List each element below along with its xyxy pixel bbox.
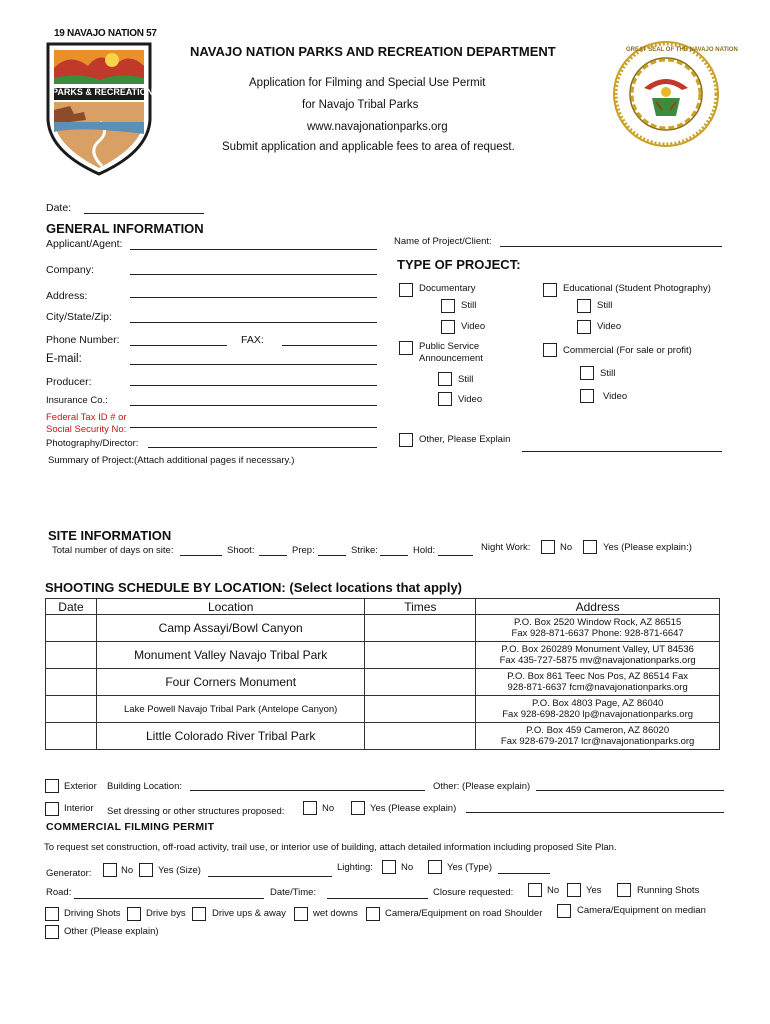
- commercial-label: Commercial (For sale or profit): [563, 345, 692, 356]
- other-location-label: Other: (Please explain): [433, 781, 531, 792]
- psa-video-checkbox[interactable]: [438, 392, 452, 406]
- night-work-label: Night Work:: [481, 542, 531, 553]
- schedule-heading: SHOOTING SCHEDULE BY LOCATION: (Select locations that apply): [45, 580, 463, 595]
- night-work-yes-label: Yes (Please explain:): [603, 542, 692, 553]
- prep-field[interactable]: [318, 555, 346, 556]
- email-label: E-mail:: [46, 353, 82, 365]
- address-line-1: P.O. Box 2520 Window Rock, AZ 86515: [514, 617, 682, 628]
- camera-road-checkbox[interactable]: [366, 907, 380, 921]
- row-location: Camp Assayi/Bowl Canyon: [96, 615, 365, 642]
- project-type-heading: TYPE OF PROJECT:: [397, 257, 521, 272]
- row-times-cell[interactable]: [365, 696, 476, 723]
- drive-bys-label: Drive bys: [146, 908, 186, 919]
- days-on-site-field[interactable]: [180, 555, 222, 556]
- general-info-heading: GENERAL INFORMATION: [46, 221, 204, 236]
- other-project-checkbox[interactable]: [399, 433, 413, 447]
- site-info-heading: SITE INFORMATION: [48, 528, 172, 543]
- interior-checkbox[interactable]: [45, 802, 59, 816]
- row-times-cell[interactable]: [365, 642, 476, 669]
- phone-label: Phone Number:: [46, 334, 120, 346]
- datetime-field[interactable]: [327, 898, 428, 899]
- date-label: Date:: [46, 202, 72, 214]
- submit-instruction: Submit application and applicable fees to area of request.: [222, 141, 515, 153]
- strike-label: Strike:: [351, 545, 378, 556]
- psa-checkbox[interactable]: [399, 341, 413, 355]
- tax-id-label-1: Federal Tax ID # or: [46, 412, 127, 423]
- row-date-cell[interactable]: [46, 615, 97, 642]
- tax-id-field[interactable]: [130, 427, 377, 428]
- address-line-1: P.O. Box 459 Cameron, AZ 86020: [526, 725, 670, 736]
- project-name-field[interactable]: [500, 246, 722, 247]
- address-line-2: 928-871-6637 fcm@navajonationparks.org: [507, 682, 688, 693]
- commercial-still-checkbox[interactable]: [580, 366, 594, 380]
- address-field-1[interactable]: [130, 297, 377, 298]
- table-row: [46, 696, 720, 723]
- set-dressing-yes-checkbox[interactable]: [351, 801, 365, 815]
- set-dressing-field[interactable]: [466, 812, 724, 813]
- logo-top-text: 19 NAVAJO NATION 57: [54, 28, 157, 39]
- other-location-field[interactable]: [536, 790, 724, 791]
- city-label: City/State/Zip:: [46, 311, 112, 323]
- summary-label: Summary of Project:(Attach additional pages if necessary.): [48, 455, 295, 466]
- building-location-label: Building Location:: [107, 781, 182, 792]
- drive-bys-checkbox[interactable]: [127, 907, 141, 921]
- driving-shots-checkbox[interactable]: [45, 907, 59, 921]
- closure-yes-label: Yes: [586, 885, 602, 896]
- schedule-header-row: [46, 599, 720, 615]
- parks-logo: [40, 22, 158, 177]
- applicant-field[interactable]: [130, 249, 377, 250]
- col-date: Date: [46, 599, 97, 615]
- table-row: [46, 723, 720, 750]
- days-on-site-label: Total number of days on site:: [52, 545, 174, 556]
- producer-label: Producer:: [46, 376, 92, 388]
- address-line-1: P.O. Box 4803 Page, AZ 86040: [531, 698, 664, 709]
- col-address: Address: [476, 599, 720, 615]
- other-project-label: Other, Please Explain: [419, 434, 511, 445]
- commercial-permit-heading: COMMERCIAL FILMING PERMIT: [46, 821, 215, 833]
- drive-ups-label: Drive ups & away: [212, 908, 286, 919]
- table-row: [46, 642, 720, 669]
- documentary-label: Documentary: [419, 283, 476, 294]
- camera-road-label: Camera/Equipment on road Shoulder: [385, 908, 543, 919]
- other-project-field[interactable]: [522, 451, 722, 452]
- lighting-label: Lighting:: [337, 862, 373, 873]
- drive-ups-checkbox[interactable]: [192, 907, 206, 921]
- datetime-label: Date/Time:: [270, 887, 317, 898]
- row-address: [476, 696, 720, 723]
- generator-label: Generator:: [46, 868, 92, 879]
- row-times-cell[interactable]: [365, 669, 476, 696]
- project-name-label: Name of Project/Client:: [394, 236, 492, 247]
- row-address: [476, 669, 720, 696]
- generator-no-checkbox[interactable]: [103, 863, 117, 877]
- col-times: Times: [365, 599, 476, 615]
- set-dressing-yes-label: Yes (Please explain): [370, 803, 457, 814]
- psa-still-checkbox[interactable]: [438, 372, 452, 386]
- driving-shots-label: Driving Shots: [64, 908, 121, 919]
- psa-label-2: Announcement: [419, 353, 483, 364]
- shoot-label: Shoot:: [227, 545, 255, 556]
- navajo-seal: [612, 40, 738, 148]
- shoot-field[interactable]: [259, 555, 287, 556]
- other-commercial-label: Other (Please explain): [64, 926, 159, 937]
- prep-label: Prep:: [292, 545, 315, 556]
- generator-yes-label: Yes (Size): [158, 865, 201, 876]
- logo-bottom-text: PARKS & RECREATION: [52, 87, 154, 97]
- closure-yes-checkbox[interactable]: [567, 883, 581, 897]
- row-location: Little Colorado River Tribal Park: [96, 723, 365, 750]
- documentary-video-label: Video: [461, 321, 486, 332]
- lighting-no-label: No: [401, 862, 414, 873]
- fax-label: FAX:: [241, 334, 264, 346]
- row-address: [476, 723, 720, 750]
- insurance-label: Insurance Co.:: [46, 395, 108, 406]
- row-address: [476, 642, 720, 669]
- documentary-checkbox[interactable]: [399, 283, 413, 297]
- phone-field[interactable]: [130, 345, 227, 346]
- exterior-checkbox[interactable]: [45, 779, 59, 793]
- running-shots-label: Running Shots: [637, 885, 700, 896]
- address-line-2: Fax 928-679-2017 lcr@navajonationparks.org: [500, 736, 695, 747]
- commercial-video-checkbox[interactable]: [580, 389, 594, 403]
- running-shots-checkbox[interactable]: [617, 883, 631, 897]
- documentary-still-checkbox[interactable]: [441, 299, 455, 313]
- email-field[interactable]: [130, 364, 377, 365]
- website-link[interactable]: www.navajonationparks.org: [307, 121, 448, 133]
- wet-downs-checkbox[interactable]: [294, 907, 308, 921]
- generator-yes-checkbox[interactable]: [139, 863, 153, 877]
- interior-label: Interior: [64, 803, 94, 814]
- applicant-label: Applicant/Agent:: [46, 238, 123, 250]
- set-dressing-label: Set dressing or other structures proposed:: [107, 806, 285, 817]
- subtitle-parks: for Navajo Tribal Parks: [302, 99, 419, 111]
- generator-size-field[interactable]: [208, 876, 332, 877]
- building-location-field[interactable]: [190, 790, 425, 791]
- psa-still-label: Still: [458, 374, 474, 385]
- row-date-cell[interactable]: [46, 669, 97, 696]
- col-location: Location: [96, 599, 365, 615]
- address-line-1: P.O. Box 861 Teec Nos Pos, AZ 86514 Fax: [507, 671, 689, 682]
- company-field[interactable]: [130, 274, 377, 275]
- night-work-no-label: No: [560, 542, 573, 553]
- closure-no-label: No: [547, 885, 560, 896]
- row-date-cell[interactable]: [46, 723, 97, 750]
- generator-no-label: No: [121, 865, 134, 876]
- commercial-video-label: Video: [603, 391, 628, 402]
- page-title: NAVAJO NATION PARKS AND RECREATION DEPARTMENT: [190, 44, 556, 59]
- address-line-2: Fax 435-727-5875 mv@navajonationparks.org: [499, 655, 696, 666]
- tax-id-label-2: Social Security No:: [46, 424, 127, 435]
- address-line-2: Fax 928-871-6637 Phone: 928-871-6647: [511, 628, 684, 639]
- row-times-cell[interactable]: [365, 615, 476, 642]
- lighting-yes-label: Yes (Type): [447, 862, 493, 873]
- night-work-yes-checkbox[interactable]: [583, 540, 597, 554]
- row-location: Four Corners Monument: [96, 669, 365, 696]
- documentary-video-checkbox[interactable]: [441, 320, 455, 334]
- road-field[interactable]: [74, 898, 264, 899]
- camera-median-label: Camera/Equipment on median: [577, 905, 706, 916]
- closure-no-checkbox[interactable]: [528, 883, 542, 897]
- company-label: Company:: [46, 264, 94, 276]
- psa-label-1: Public Service: [419, 341, 480, 352]
- strike-field[interactable]: [380, 555, 408, 556]
- seal-text: GREAT SEAL OF THE NAVAJO NATION: [626, 47, 738, 53]
- table-row: [46, 669, 720, 696]
- hold-label: Hold:: [413, 545, 436, 556]
- commercial-checkbox[interactable]: [543, 343, 557, 357]
- documentary-still-label: Still: [461, 300, 477, 311]
- closure-label: Closure requested:: [433, 887, 514, 898]
- director-field[interactable]: [148, 447, 377, 448]
- subtitle-application: Application for Filming and Special Use Permit: [249, 77, 486, 89]
- schedule-table: [45, 598, 720, 750]
- educational-video-checkbox[interactable]: [577, 320, 591, 334]
- address-label: Address:: [46, 290, 88, 302]
- hold-field[interactable]: [438, 555, 473, 556]
- address-line-2: Fax 928-698-2820 lp@navajonationparks.org: [502, 709, 694, 720]
- row-date-cell[interactable]: [46, 696, 97, 723]
- other-commercial-checkbox[interactable]: [45, 925, 59, 939]
- educational-checkbox[interactable]: [543, 283, 557, 297]
- set-dressing-no-label: No: [322, 803, 335, 814]
- row-location: Lake Powell Navajo Tribal Park (Antelope Canyon): [96, 696, 365, 723]
- educational-still-checkbox[interactable]: [577, 299, 591, 313]
- fax-field[interactable]: [282, 345, 377, 346]
- director-label: Photography/Director:: [46, 438, 139, 449]
- set-dressing-no-checkbox[interactable]: [303, 801, 317, 815]
- lighting-yes-checkbox[interactable]: [428, 860, 442, 874]
- road-label: Road:: [46, 887, 72, 898]
- wet-downs-label: wet downs: [313, 908, 358, 919]
- lighting-no-checkbox[interactable]: [382, 860, 396, 874]
- address-field-2[interactable]: [130, 322, 377, 323]
- date-field[interactable]: [84, 213, 204, 214]
- commercial-still-label: Still: [600, 368, 616, 379]
- educational-video-label: Video: [597, 321, 622, 332]
- psa-video-label: Video: [458, 394, 483, 405]
- row-address: [476, 615, 720, 642]
- educational-label: Educational (Student Photography): [563, 283, 711, 294]
- insurance-field[interactable]: [130, 405, 377, 406]
- row-location: Monument Valley Navajo Tribal Park: [96, 642, 365, 669]
- lighting-type-field[interactable]: [498, 873, 550, 874]
- educational-still-label: Still: [597, 300, 613, 311]
- producer-field[interactable]: [130, 385, 377, 386]
- table-row: [46, 615, 720, 642]
- night-work-no-checkbox[interactable]: [541, 540, 555, 554]
- exterior-label: Exterior: [64, 781, 97, 792]
- address-line-1: P.O. Box 260289 Monument Valley, UT 84536: [501, 644, 694, 655]
- row-date-cell[interactable]: [46, 642, 97, 669]
- commercial-intro: To request set construction, off-road activity, trail use, or interior use of building, attach detailed information including proposed Site Plan.: [44, 842, 617, 853]
- row-times-cell[interactable]: [365, 723, 476, 750]
- camera-median-checkbox[interactable]: [557, 904, 571, 918]
